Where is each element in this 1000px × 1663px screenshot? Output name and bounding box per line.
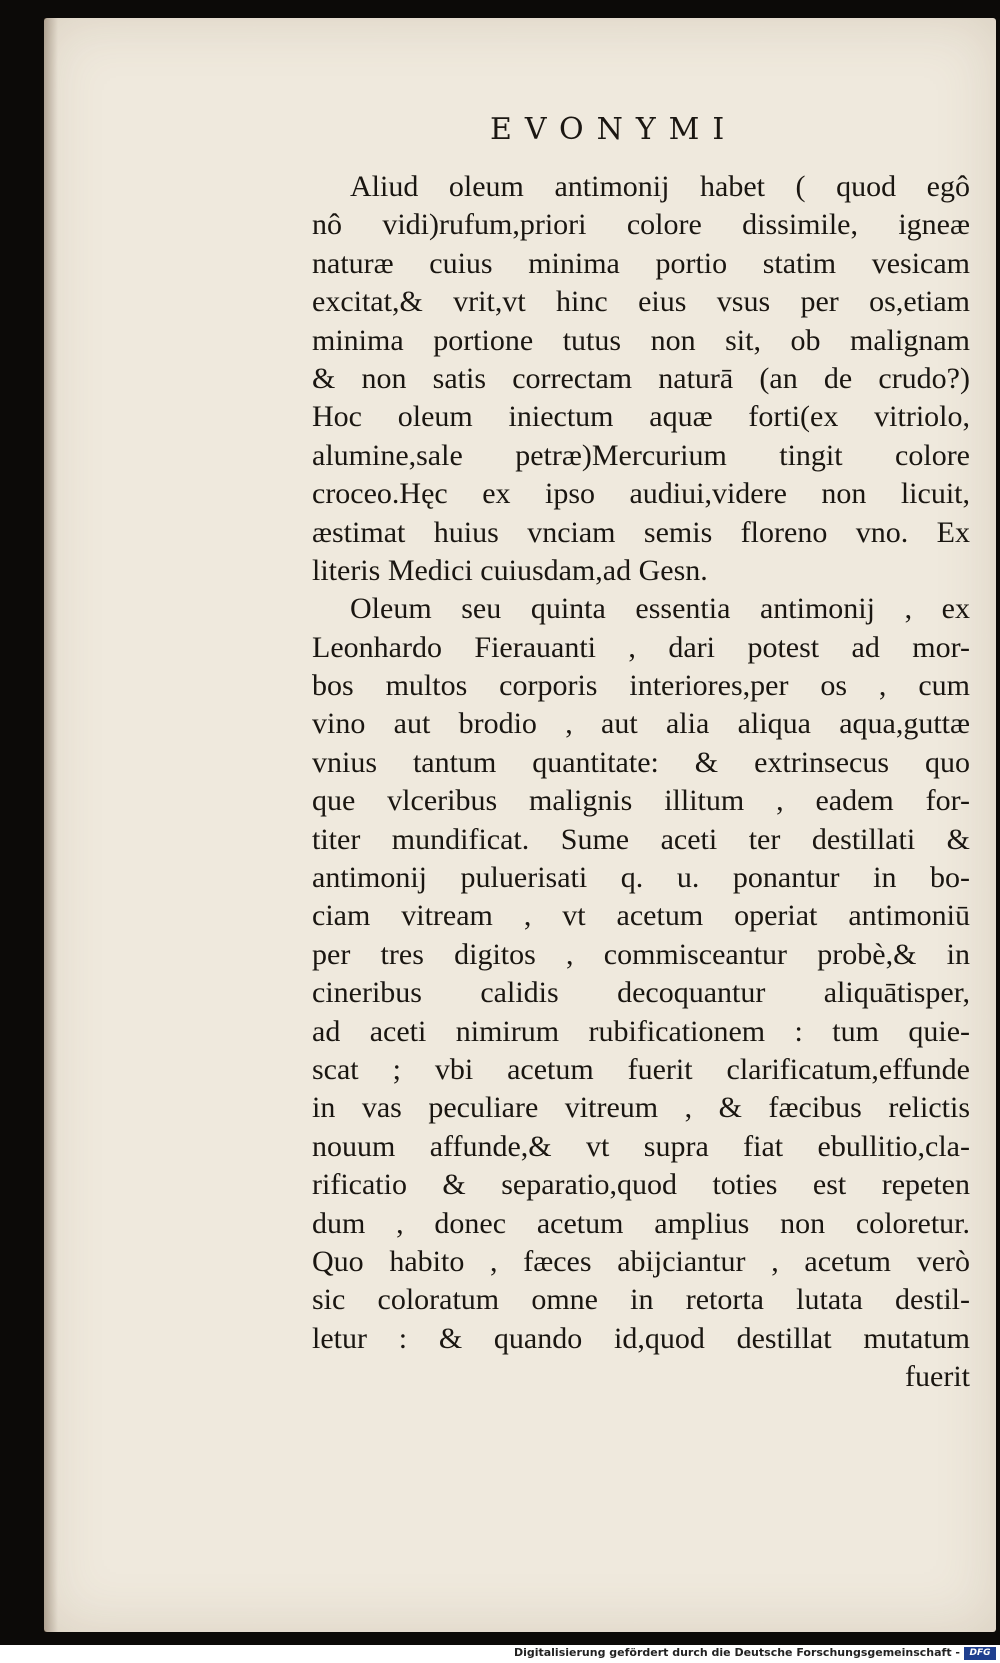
text-line: vnius tantum quantitate: & extrinsecus quo — [312, 745, 970, 779]
text-line: minima portione tutus non sit, ob malignam — [312, 323, 970, 357]
text-line: bos multos corporis interiores,per os , cum — [312, 669, 970, 703]
text-line: dum , donec acetum amplius non coloretur. — [312, 1206, 970, 1240]
text-line: Hoc oleum iniectum aquæ forti(ex vitriolo, — [312, 400, 970, 434]
text-line: rificatio & separatio,quod toties est repeten — [312, 1168, 970, 1202]
text-line: croceo.Hęc ex ipso audiui,videre non licuit, — [312, 477, 970, 511]
text-line: sic coloratum omne in retorta lutata destil- — [312, 1283, 970, 1317]
digitization-credit: Digitalisierung gefördert durch die Deutsche Forschungsgemeinschaft - — [513, 1646, 960, 1659]
text-line: ciam vitream , vt acetum operiat antimoniū — [312, 899, 970, 933]
text-line: Aliud oleum antimonij habet ( quod egô — [350, 170, 970, 203]
catchword: fuerit — [905, 1360, 970, 1394]
running-head: EVONYMI — [490, 112, 738, 147]
text-line: literis Medici cuiusdam,ad Gesn. — [312, 553, 708, 587]
text-line: Oleum seu quinta essentia antimonij , ex — [350, 592, 970, 626]
text-line: nô vidi)rufum,priori colore dissimile, igneæ — [312, 208, 970, 242]
page-spine-shadow — [44, 18, 58, 1632]
text-line: antimonij puluerisati q. u. ponantur in bo- — [312, 861, 970, 895]
dfg-logo-icon: DFG — [964, 1647, 996, 1660]
text-line: alumine,sale petræ)Mercurium tingit colore — [312, 438, 970, 472]
body-text — [312, 168, 970, 1397]
text-line: scat ; vbi acetum fuerit clarificatum,effunde — [312, 1052, 970, 1086]
text-line: excitat,& vrit,vt hinc eius vsus per os,etiam — [312, 285, 970, 319]
text-line: æstimat huius vnciam semis floreno vno. Ex — [312, 515, 970, 549]
text-line: in vas peculiare vitreum , & fæcibus relictis — [312, 1091, 970, 1125]
text-line: letur : & quando id,quod destillat mutatum — [312, 1321, 970, 1355]
text-line: per tres digitos , commisceantur probè,& in — [312, 937, 970, 971]
text-line: que vlceribus malignis illitum , eadem for- — [312, 784, 970, 818]
text-line: & non satis correctam naturā (an de crudo?) — [312, 361, 970, 395]
text-line: Leonhardo Fierauanti , dari potest ad mor- — [312, 630, 970, 664]
text-line: Quo habito , fæces abijciantur , acetum verò — [312, 1244, 970, 1278]
text-line: vino aut brodio , aut alia aliqua aqua,guttæ — [312, 707, 970, 741]
text-line: nouum affunde,& vt supra fiat ebullitio,cla- — [312, 1129, 970, 1163]
text-line: cineribus calidis decoquantur aliquātisper, — [312, 976, 970, 1010]
text-line: ad aceti nimirum rubificationem : tum quie- — [312, 1014, 970, 1048]
text-line: titer mundificat. Sume aceti ter destillati & — [312, 822, 970, 856]
text-line: naturæ cuius minima portio statim vesicam — [312, 246, 970, 280]
